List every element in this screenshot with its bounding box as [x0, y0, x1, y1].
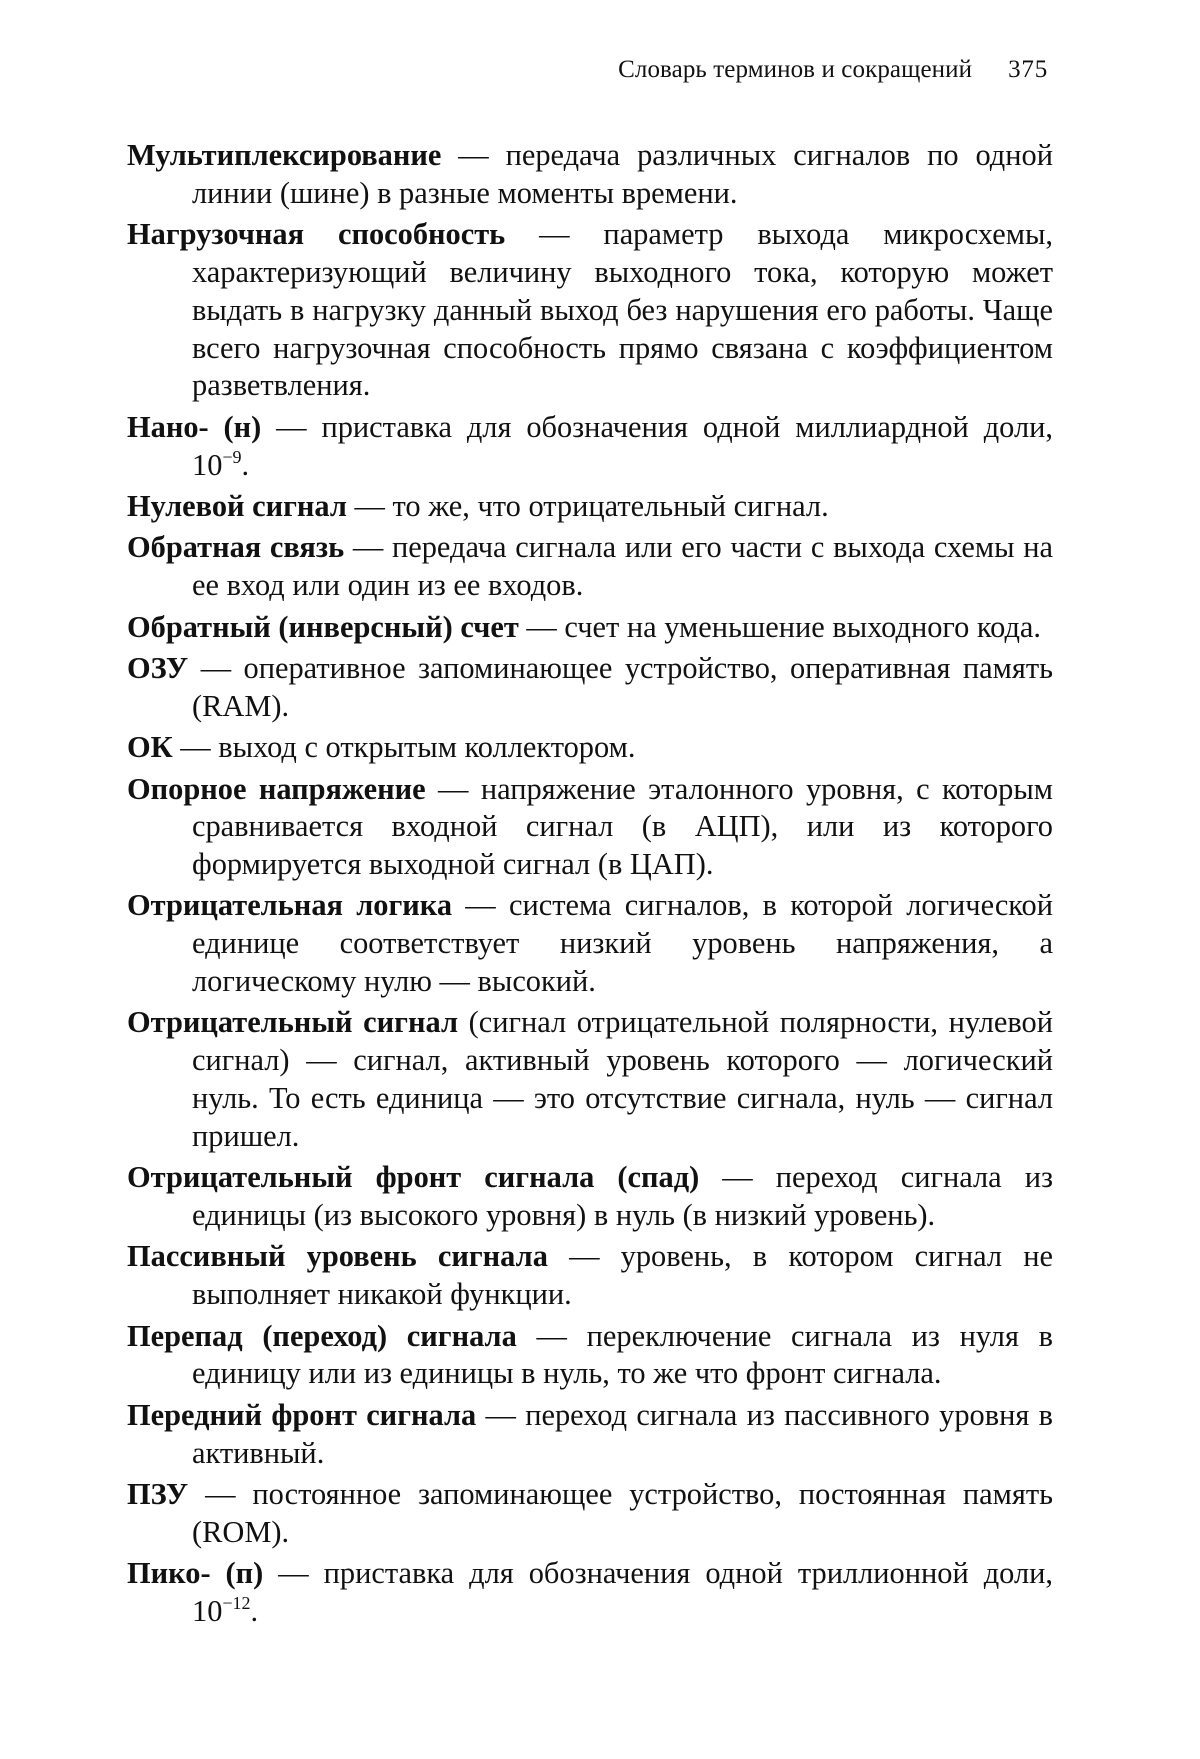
- glossary-definition: — счет на уменьшение выходного кода.: [518, 609, 1042, 644]
- exponent: −12: [222, 1592, 251, 1613]
- glossary-entry-transition: [127, 1318, 1053, 1394]
- glossary-entry-negative-signal: [127, 1004, 1053, 1155]
- glossary-term: ОЗУ: [127, 650, 189, 685]
- glossary-term: Пико- (п): [127, 1556, 264, 1591]
- glossary-definition: (сигнал отрицательной полярности, нулевой сигнал) — сигнал, активный уровень которого — логический нуль. То есть единица — это отсутствие сигнала, нуль — сигнал пришел.: [192, 1005, 1053, 1153]
- glossary-definition: — то же, что отрицательный сигнал.: [346, 488, 829, 523]
- glossary-term: Перепад (переход) сигнала: [127, 1318, 517, 1353]
- glossary-entry-passive-level: [127, 1238, 1053, 1314]
- glossary-list: [127, 137, 1053, 1634]
- glossary-definition: — напряжение эталонного уровня, с которым сравнивается входной сигнал (в АЦП), или из которого формируется выходной сигнал (в ЦАП).: [192, 771, 1053, 882]
- glossary-entry-rom: [127, 1476, 1053, 1552]
- glossary-entry-load-capacity: [127, 216, 1053, 405]
- glossary-definition: — передача различных сигналов по одной линии (шине) в разные моменты времени.: [192, 138, 1053, 210]
- glossary-entry-falling-edge: [127, 1159, 1053, 1235]
- glossary-entry-leading-edge: [127, 1397, 1053, 1473]
- exponent: −9: [222, 446, 242, 467]
- glossary-entry-feedback: [127, 529, 1053, 605]
- glossary-term: ОК: [127, 730, 173, 765]
- glossary-definition: — передача сигнала или его части с выхода схемы на ее вход или один из ее входов.: [192, 530, 1053, 603]
- definition-tail: .: [241, 447, 250, 482]
- glossary-entry-negative-logic: [127, 887, 1053, 1000]
- glossary-entry-open-collector: [127, 729, 1053, 767]
- glossary-entry-nano: [127, 409, 1053, 485]
- glossary-definition: — переход сигнала из единицы (из высокого уровня) в нуль (в низкий уровень).: [192, 1160, 1053, 1233]
- glossary-term: Передний фронт сигнала: [127, 1397, 477, 1432]
- glossary-term: Нагрузочная способность: [127, 217, 506, 252]
- glossary-term: Нано- (н): [127, 409, 262, 444]
- glossary-entry-pico: [127, 1555, 1053, 1631]
- glossary-term: Отрицательная логика: [127, 888, 453, 923]
- glossary-term: Отрицательный фронт сигнала (спад): [127, 1160, 700, 1195]
- glossary-term: Пассивный уровень сигнала: [127, 1239, 548, 1274]
- glossary-term: Обратный (инверсный) счет: [127, 609, 519, 644]
- glossary-definition: — уровень, в котором сигнал не выполняет никакой функции.: [192, 1239, 1053, 1312]
- glossary-definition: — оперативное запоминающее устройство, оперативная память (RAM).: [188, 650, 1053, 723]
- header-title: Словарь терминов и сокращений: [618, 56, 973, 83]
- glossary-definition: — приставка для обозначения одной миллиардной доли, 10: [192, 409, 1053, 482]
- glossary-definition: — постоянное запоминающее устройство, постоянная память (ROM).: [188, 1477, 1053, 1549]
- glossary-term: Отрицательный сигнал: [127, 1005, 458, 1040]
- glossary-definition: — приставка для обозначения одной триллионной доли, 10: [192, 1556, 1053, 1628]
- glossary-term: Нулевой сигнал: [127, 488, 347, 523]
- glossary-definition: — переключение сигнала из нуля в единицу или из единицы в нуль, то же что фронт сигнала.: [192, 1318, 1053, 1391]
- glossary-entry-reference-voltage: [127, 771, 1053, 884]
- glossary-definition: — параметр выхода микросхемы, характеризующий величину выходного тока, которую может выдать в нагрузку данный выход без нарушения его работы. Чаще всего нагрузочная способность прямо связана с коэффициентом разветвления.: [192, 217, 1053, 403]
- glossary-entry-down-count: [127, 609, 1053, 647]
- definition-tail: .: [250, 1593, 259, 1628]
- glossary-term: Обратная связь: [127, 530, 345, 565]
- running-header: [560, 56, 1048, 92]
- glossary-definition: — система сигналов, в которой логической единице соответствует низкий уровень напряжения, а логическому нулю — высокий.: [192, 888, 1053, 999]
- glossary-term: ПЗУ: [127, 1477, 189, 1511]
- glossary-entry-multiplexing: [127, 137, 1053, 213]
- glossary-entry-ram: [127, 650, 1053, 726]
- glossary-definition: — переход сигнала из пассивного уровня в активный.: [192, 1397, 1053, 1470]
- glossary-definition: — выход с открытым коллектором.: [172, 730, 636, 765]
- glossary-entry-zero-signal: [127, 488, 1053, 526]
- glossary-term: Мультиплексирование: [127, 138, 442, 172]
- glossary-term: Опорное напряжение: [127, 771, 426, 806]
- page-number: 375: [1008, 56, 1048, 83]
